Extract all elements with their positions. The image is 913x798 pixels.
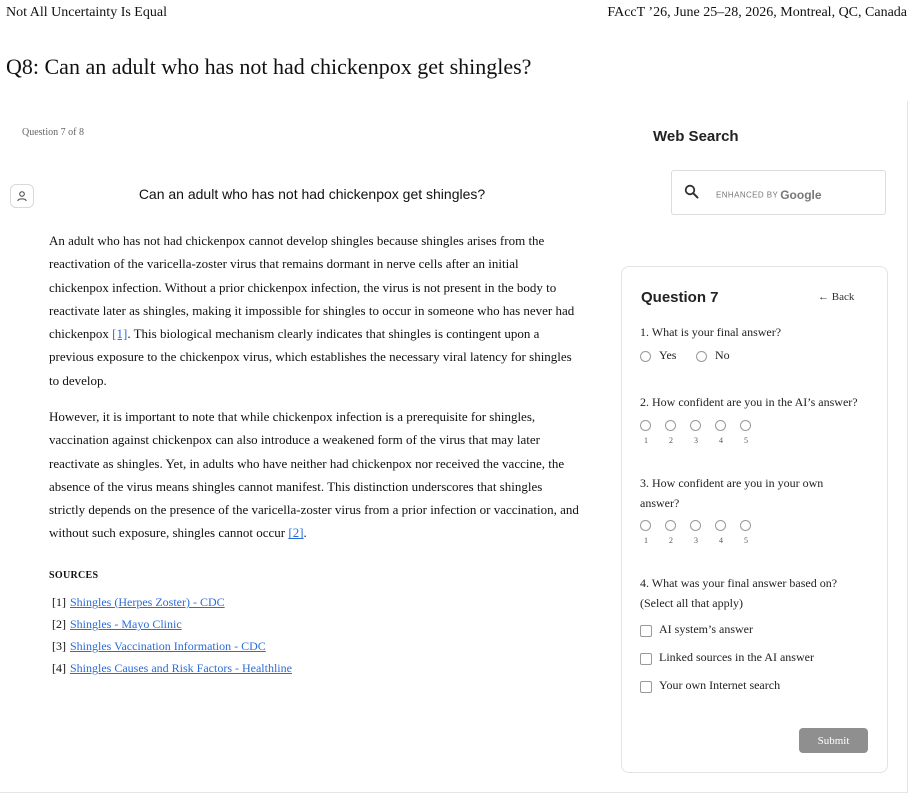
scale-label: 4 — [719, 436, 723, 445]
source-item — [52, 639, 266, 654]
source-link[interactable]: Shingles Vaccination Information - CDC — [70, 639, 266, 653]
source-item — [52, 661, 292, 676]
search-branding — [716, 186, 822, 204]
paper-venue: FAccT ’26, June 25–28, 2026, Montreal, QC, Canada — [607, 5, 907, 20]
sources-heading: SOURCES — [49, 570, 99, 581]
radio-yes[interactable] — [640, 351, 651, 362]
scale-label: 1 — [644, 536, 648, 545]
source-number: [3] — [52, 639, 66, 653]
ai-confidence-radio-4[interactable] — [715, 420, 726, 431]
answer-text: However, it is important to note that while chickenpox infection is a prerequisite for shingles, vaccination against chickenpox can also introduce a weakened form of the virus that may later reactivate as shingles. Yet, in adults who have neither had chickenpox nor received the vaccine, the absence of the virus means shingles cannot manifest. This distinction underscores that shingles strictly depends on the presence of the varicella-zoster virus from a prior infection or vaccination, and without such exposure, shingles cannot occur — [49, 409, 579, 541]
web-search-title: Web Search — [653, 128, 739, 145]
enhanced-by-label: ENHANCED BY — [716, 190, 779, 200]
question-progress: Question 7 of 8 — [22, 127, 84, 138]
checkbox-linked-sources[interactable] — [640, 653, 652, 665]
scale-label: 4 — [719, 536, 723, 545]
google-logo: Google — [780, 187, 822, 202]
source-link[interactable]: Shingles Causes and Risk Factors - Healthline — [70, 661, 292, 675]
question-panel — [621, 266, 888, 773]
scale-label: 2 — [669, 436, 673, 445]
scale-label: 5 — [744, 536, 748, 545]
radio-yes-label: Yes — [659, 348, 677, 362]
source-number: [1] — [52, 595, 66, 609]
answer-text: . — [303, 525, 307, 541]
scale-label: 1 — [644, 436, 648, 445]
question-1-text: 1. What is your final answer? — [640, 325, 782, 339]
checkbox-own-search-label: Your own Internet search — [659, 678, 781, 692]
source-item — [52, 595, 225, 610]
submit-button[interactable]: Submit — [799, 728, 868, 753]
source-link[interactable]: Shingles (Herpes Zoster) - CDC — [70, 595, 225, 609]
source-number: [2] — [52, 617, 66, 631]
own-confidence-radio-1[interactable] — [640, 520, 651, 531]
citation-link[interactable]: [2] — [288, 525, 304, 541]
ai-confidence-radio-5[interactable] — [740, 420, 751, 431]
paper-running-title: Not All Uncertainty Is Equal — [6, 5, 167, 20]
question-4-text: 4. What was your final answer based on? (Select all that apply) — [640, 576, 838, 610]
user-avatar — [10, 184, 34, 208]
own-confidence-radio-2[interactable] — [665, 520, 676, 531]
checkbox-ai-answer-label: AI system’s answer — [659, 622, 753, 636]
source-item — [52, 617, 182, 632]
scale-label: 3 — [694, 436, 698, 445]
citation-link[interactable]: [1] — [112, 326, 128, 342]
checkbox-ai-answer[interactable] — [640, 625, 652, 637]
question-3-text: 3. How confident are you in your own answer? — [640, 476, 824, 510]
panel-title: Question 7 — [641, 289, 719, 306]
search-icon — [684, 184, 699, 199]
checkbox-linked-sources-label: Linked sources in the AI answer — [659, 650, 814, 664]
source-number: [4] — [52, 661, 66, 675]
figure-title: Q8: Can an adult who has not had chickenpox get shingles? — [6, 54, 532, 79]
question-2-text: 2. How confident are you in the AI’s answer? — [640, 395, 858, 409]
scale-label: 3 — [694, 536, 698, 545]
own-confidence-radio-3[interactable] — [690, 520, 701, 531]
scale-label: 5 — [744, 436, 748, 445]
own-confidence-radio-5[interactable] — [740, 520, 751, 531]
own-confidence-radio-4[interactable] — [715, 520, 726, 531]
source-link[interactable]: Shingles - Mayo Clinic — [70, 617, 182, 631]
ai-confidence-radio-1[interactable] — [640, 420, 651, 431]
answer-text: An adult who has not had chickenpox cannot develop shingles because shingles arises from the reactivation of the varicella-zoster virus that remains dormant in nerve cells after an initial chickenpox infection. Without a prior chickenpox infection, the virus is not present in the body to reactivate later as shingles, making it impossible for shingles to occur in someone who has never had chickenpox — [49, 233, 575, 342]
ai-answer-paragraph — [49, 229, 579, 392]
answer-text: . This biological mechanism clearly indicates that shingles is contingent upon a previous exposure to the chickenpox virus, which establishes the necessary viral latency for shingles to develop. — [49, 326, 572, 388]
back-button[interactable]: ← Back — [818, 291, 855, 303]
radio-no-label: No — [715, 348, 730, 362]
ai-answer-paragraph — [49, 405, 579, 545]
user-icon — [16, 190, 28, 202]
user-question: Can an adult who has not had chickenpox get shingles? — [138, 186, 486, 202]
radio-no[interactable] — [696, 351, 707, 362]
scale-label: 2 — [669, 536, 673, 545]
ai-confidence-radio-2[interactable] — [665, 420, 676, 431]
checkbox-own-search[interactable] — [640, 681, 652, 693]
ai-confidence-radio-3[interactable] — [690, 420, 701, 431]
